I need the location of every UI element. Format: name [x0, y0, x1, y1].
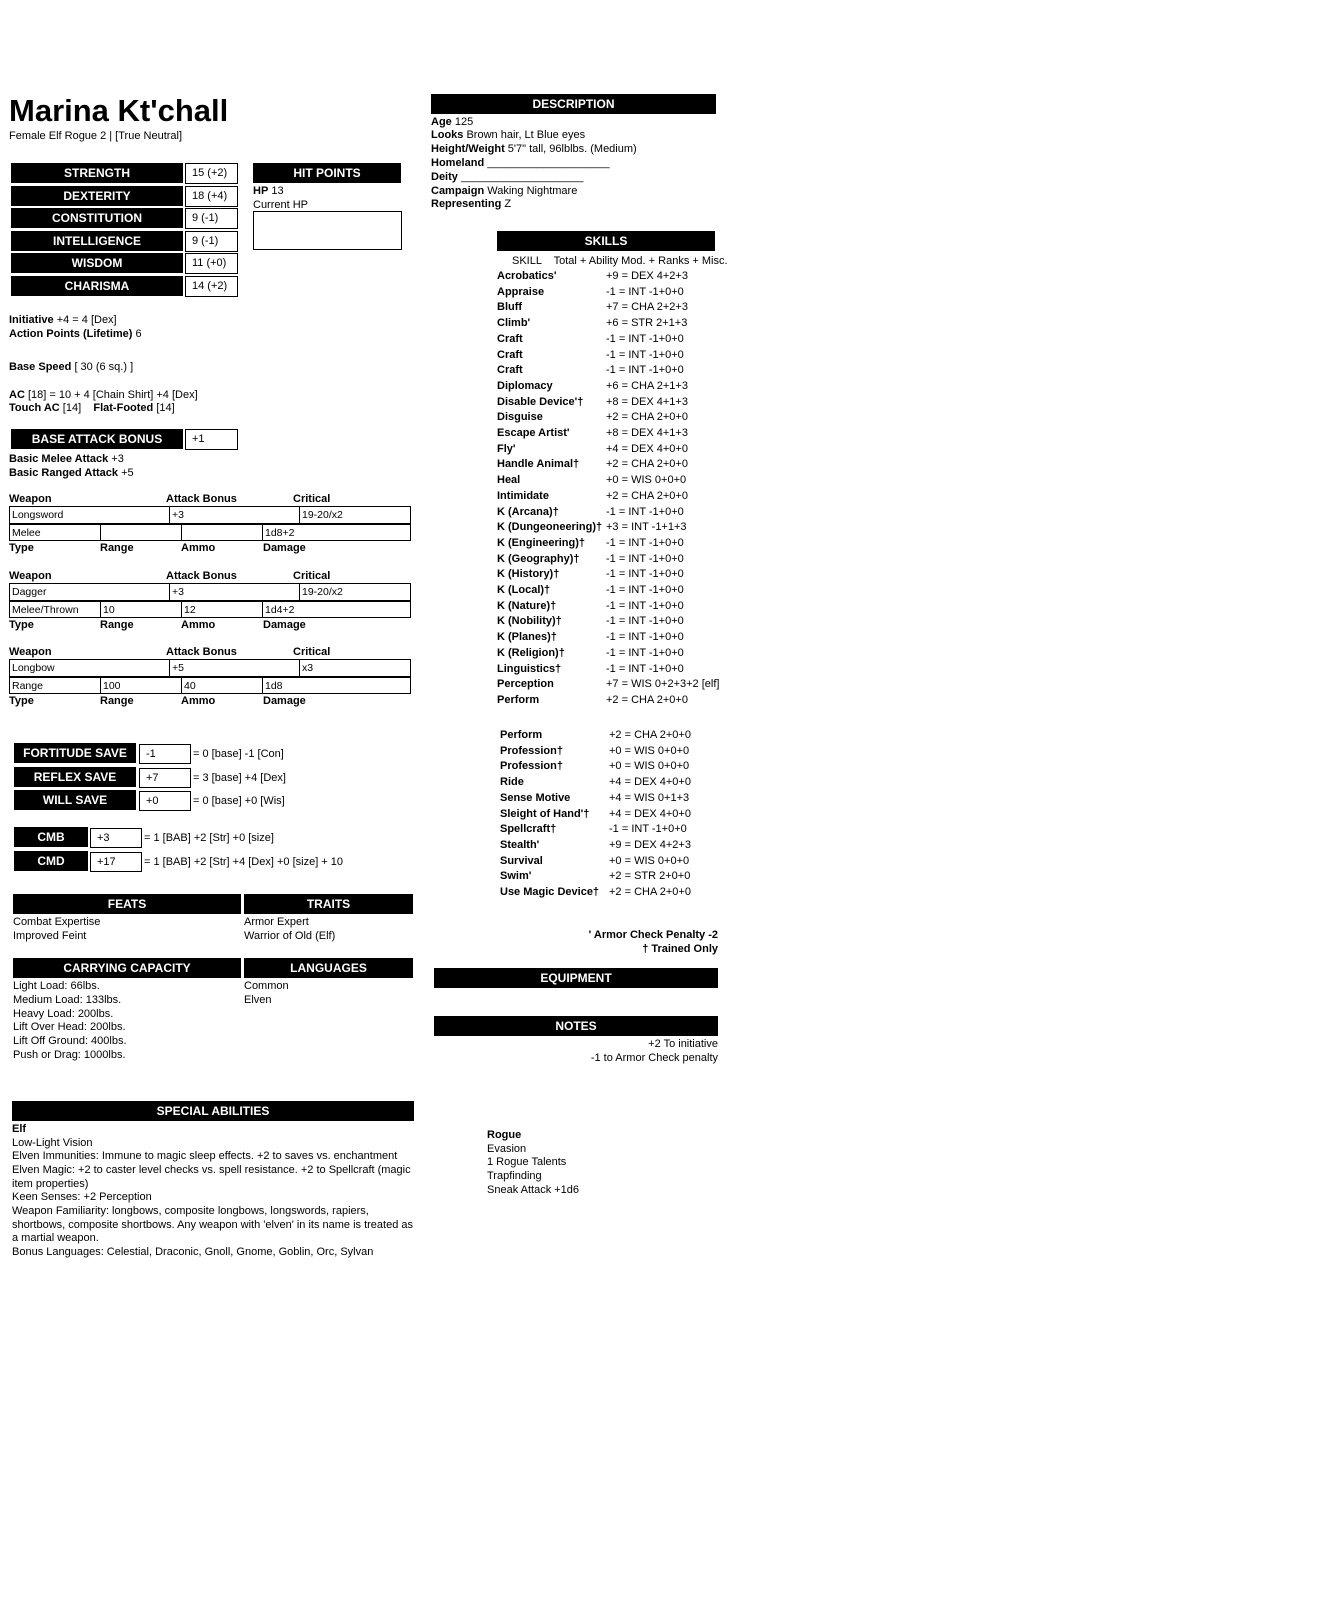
equipment-header: EQUIPMENT: [434, 968, 718, 988]
skill-value: -1 = INT -1+0+0: [606, 536, 684, 549]
special-abilities-header: SPECIAL ABILITIES: [12, 1101, 414, 1121]
skill-name: Handle Animal†: [497, 458, 580, 471]
damage-col-label: Damage: [263, 619, 306, 631]
skill-value: +3 = INT -1+1+3: [606, 521, 687, 534]
initiative-value: +4 = 4 [Dex]: [56, 314, 117, 326]
weapon-range: [100, 524, 182, 541]
ability-label: STRENGTH: [11, 163, 183, 183]
weapon-damage: 1d8+2: [262, 524, 411, 541]
weapon-attack: +5: [169, 659, 300, 677]
deity-label: Deity: [431, 171, 458, 183]
elf-ability-line: Elven Immunities: Immune to magic sleep effects. +2 to saves vs. enchantment: [12, 1150, 398, 1162]
critical-col-label: Critical: [293, 646, 331, 658]
ranged-attack-line: [9, 466, 134, 480]
damage-col-label: Damage: [263, 542, 306, 554]
weapon-attack: +3: [169, 583, 300, 601]
weapon-damage: 1d8: [262, 677, 411, 694]
skill-value: -1 = INT -1+0+0: [606, 568, 684, 581]
flat-footed-value: [14]: [156, 402, 175, 414]
representing-line: [431, 197, 511, 211]
current-hp-box[interactable]: [253, 211, 402, 250]
weapon-ammo: 40: [181, 677, 263, 694]
skill-value: -1 = INT -1+0+0: [606, 662, 684, 675]
ability-label: DEXTERITY: [11, 186, 183, 206]
skill-name: K (Dungeoneering)†: [497, 521, 603, 534]
skill-name: Linguistics†: [497, 662, 562, 675]
age-line: [431, 115, 473, 129]
ability-value: 15 (+2): [185, 163, 238, 184]
deity-line: [431, 170, 583, 184]
hp-label: HP: [253, 185, 269, 197]
cmb-value: +3: [90, 828, 142, 848]
critical-col-label: Critical: [293, 570, 331, 582]
carrying-item: Light Load: 66lbs.: [13, 980, 100, 992]
elf-ability-line: shortbows, composite shortbows. Any weapon with 'elven' in its name is treated as: [12, 1219, 414, 1231]
skill-value: +2 = CHA 2+0+0: [606, 458, 688, 471]
skill-value: +2 = CHA 2+0+0: [609, 886, 691, 898]
weapon-name: Longbow: [9, 659, 170, 677]
skill-value: -1 = INT -1+0+0: [606, 552, 684, 565]
skill-value: -1 = INT -1+0+0: [606, 631, 684, 644]
skill-value: +6 = CHA 2+1+3: [606, 379, 688, 392]
skill-name: K (Nature)†: [497, 599, 557, 612]
will-save-formula: = 0 [base] +0 [Wis]: [193, 795, 285, 807]
rogue-ability-line: Evasion: [487, 1143, 527, 1155]
skill-value: +2 = STR 2+0+0: [609, 870, 691, 883]
melee-attack-line: [9, 452, 124, 466]
bab-header: BASE ATTACK BONUS: [11, 429, 183, 449]
skill-name: Heal: [497, 474, 521, 487]
representing-label: Representing: [431, 198, 502, 210]
skill-name: Ride: [500, 776, 524, 789]
skill-value: +2 = CHA 2+0+0: [606, 411, 688, 424]
languages-header: LANGUAGES: [244, 958, 413, 978]
weapon-ammo: 12: [181, 601, 263, 618]
character-name: Marina Kt'chall: [9, 93, 229, 128]
range-col-label: Range: [100, 542, 134, 554]
skill-value: +2 = CHA 2+0+0: [609, 729, 691, 741]
hp-value: 13: [271, 185, 284, 197]
skill-value: -1 = INT -1+0+0: [606, 584, 684, 596]
cmd-label: CMD: [14, 851, 88, 871]
elf-ability-line: Bonus Languages: Celestial, Draconic, Gnoll, Gnome, Goblin, Orc, Sylvan: [12, 1246, 374, 1258]
cmd-formula: = 1 [BAB] +2 [Str] +4 [Dex] +0 [size] + 10: [144, 856, 344, 868]
skill-name: K (History)†: [497, 568, 560, 581]
skill-value: +7 = CHA 2+2+3: [606, 301, 688, 314]
age-value: 125: [454, 116, 474, 128]
reflex-save-value: +7: [139, 768, 191, 788]
action-points-line: [9, 327, 142, 341]
attack-col-label: Attack Bonus: [166, 493, 237, 505]
weapon-critical: 19-20/x2: [299, 583, 411, 601]
skill-value: -1 = INT -1+0+0: [609, 823, 687, 836]
skill-value: +0 = WIS 0+0+0: [609, 854, 690, 867]
skill-name: K (Planes)†: [497, 631, 557, 644]
homeland-line: [431, 156, 610, 170]
cmb-label: CMB: [14, 827, 88, 847]
looks-value: Brown hair, Lt Blue eyes: [466, 129, 586, 141]
skill-name: Climb': [497, 317, 531, 330]
elf-ability-line: Weapon Familiarity: longbows, composite longbows, longswords, rapiers,: [12, 1205, 369, 1217]
armor-check-note: ' Armor Check Penalty -2: [588, 929, 718, 941]
weapon-ammo: [181, 524, 263, 541]
looks-line: [431, 128, 585, 142]
will-save-value: +0: [139, 791, 191, 811]
skill-name: Swim': [500, 870, 532, 883]
base-speed-value: [ 30 (6 sq.) ]: [74, 361, 134, 373]
skill-name: Disable Device'†: [497, 395, 584, 408]
feat-item: Combat Expertise: [13, 916, 101, 928]
type-col-label: Type: [9, 619, 34, 631]
feat-item: Improved Feint: [13, 930, 87, 942]
hp-line: [253, 184, 284, 198]
elf-ability-line: Elven Magic: +2 to caster level checks vs. spell resistance. +2 to Spellcraft (magic: [12, 1164, 411, 1176]
skill-value: +2 = CHA 2+0+0: [606, 489, 688, 502]
campaign-value: Waking Nightmare: [487, 185, 578, 197]
type-col-label: Type: [9, 542, 34, 554]
skill-value: +8 = DEX 4+1+3: [606, 395, 688, 408]
skill-name: Disguise: [497, 411, 543, 424]
campaign-label: Campaign: [431, 185, 485, 197]
weapon-attack: +3: [169, 506, 300, 524]
base-speed-label: Base Speed: [9, 361, 72, 373]
skill-value: -1 = INT -1+0+0: [606, 599, 684, 612]
range-col-label: Range: [100, 619, 134, 631]
representing-value: Z: [504, 198, 512, 210]
skill-name: Perform: [497, 693, 540, 706]
ranged-attack-label: Basic Ranged Attack: [9, 467, 119, 479]
character-subtitle: Female Elf Rogue 2 | [True Neutral]: [9, 130, 183, 142]
action-points-label: Action Points (Lifetime): [9, 328, 133, 340]
carrying-item: Heavy Load: 200lbs.: [13, 1008, 114, 1020]
reflex-save-label: REFLEX SAVE: [14, 767, 136, 787]
skill-name: Use Magic Device†: [500, 886, 600, 898]
ammo-col-label: Ammo: [181, 619, 216, 631]
flat-footed-label: Flat-Footed: [93, 402, 154, 414]
note-line: -1 to Armor Check penalty: [590, 1052, 718, 1064]
skill-name: Fly': [497, 442, 516, 455]
weapon-col-label: Weapon: [9, 493, 52, 505]
skill-value: -1 = INT -1+0+0: [606, 285, 684, 298]
skill-value: +0 = WIS 0+0+0: [606, 474, 687, 487]
description-header: DESCRIPTION: [431, 94, 716, 114]
note-line: +2 To initiative: [648, 1038, 718, 1050]
ability-label: INTELLIGENCE: [11, 231, 183, 251]
ammo-col-label: Ammo: [181, 542, 216, 554]
skill-name: Acrobatics': [497, 270, 557, 282]
elf-title: Elf: [12, 1123, 27, 1135]
weapon-range: 10: [100, 601, 182, 618]
skill-value: +0 = WIS 0+0+0: [609, 760, 690, 773]
skill-name: Craft: [497, 364, 523, 377]
trait-item: Armor Expert: [244, 916, 309, 928]
touch-ac-line: [9, 401, 175, 415]
skill-value: +7 = WIS 0+2+3+2 [elf]: [606, 678, 720, 691]
ability-value: 9 (-1): [185, 231, 238, 252]
skill-value: +4 = DEX 4+0+0: [606, 442, 688, 455]
ability-label: CONSTITUTION: [11, 208, 183, 228]
weapon-type: Melee/Thrown: [9, 601, 101, 618]
skill-value: -1 = INT -1+0+0: [606, 646, 684, 659]
skill-value: +0 = WIS 0+0+0: [609, 744, 690, 757]
action-points-value: 6: [135, 328, 142, 340]
height-weight-line: [431, 142, 637, 156]
elf-ability-line: a martial weapon.: [12, 1232, 99, 1244]
feats-header: FEATS: [13, 894, 241, 914]
ranged-attack-value: +5: [121, 467, 134, 479]
skill-name: Sense Motive: [500, 791, 571, 804]
weapon-range: 100: [100, 677, 182, 694]
skill-name: Craft: [497, 332, 523, 345]
hit-points-header: HIT POINTS: [253, 163, 401, 183]
skill-name: Survival: [500, 854, 543, 867]
skill-name: K (Arcana)†: [497, 505, 559, 518]
skill-value: -1 = INT -1+0+0: [606, 615, 684, 628]
melee-attack-label: Basic Melee Attack: [9, 453, 109, 465]
weapon-type: Range: [9, 677, 101, 694]
ability-label: WISDOM: [11, 253, 183, 273]
skill-name: K (Local)†: [497, 584, 551, 596]
cmd-value: +17: [90, 852, 142, 872]
damage-col-label: Damage: [263, 695, 306, 707]
weapon-critical: 19-20/x2: [299, 506, 411, 524]
ammo-col-label: Ammo: [181, 695, 216, 707]
skill-value: +6 = STR 2+1+3: [606, 317, 688, 330]
skill-name: Sleight of Hand'†: [500, 807, 590, 820]
deity-value: ____________________: [460, 171, 584, 183]
notes-header: NOTES: [434, 1016, 718, 1036]
base-speed-line: [9, 360, 133, 374]
rogue-ability-line: Sneak Attack +1d6: [487, 1184, 580, 1196]
carrying-capacity-header: CARRYING CAPACITY: [13, 958, 241, 978]
skill-value: -1 = INT -1+0+0: [606, 332, 684, 345]
elf-ability-line: item properties): [12, 1178, 89, 1190]
skill-name: Stealth': [500, 838, 540, 851]
elf-ability-line: Keen Senses: +2 Perception: [12, 1191, 152, 1203]
attack-col-label: Attack Bonus: [166, 646, 237, 658]
type-col-label: Type: [9, 695, 34, 707]
skill-value: +2 = CHA 2+0+0: [606, 693, 688, 706]
skill-value: +4 = DEX 4+0+0: [609, 776, 691, 789]
weapon-col-label: Weapon: [9, 646, 52, 658]
language-item: Common: [244, 980, 289, 992]
skill-name: K (Nobility)†: [497, 615, 562, 628]
ability-value: 14 (+2): [185, 276, 238, 297]
weapon-damage: 1d4+2: [262, 601, 411, 618]
age-label: Age: [431, 116, 452, 128]
looks-label: Looks: [431, 129, 464, 141]
language-item: Elven: [244, 994, 272, 1006]
critical-col-label: Critical: [293, 493, 331, 505]
skill-value: -1 = INT -1+0+0: [606, 505, 684, 518]
skill-value: +8 = DEX 4+1+3: [606, 427, 688, 439]
skill-value: +4 = DEX 4+0+0: [609, 807, 691, 820]
melee-attack-value: +3: [111, 453, 124, 465]
height-weight-label: Height/Weight: [431, 143, 505, 155]
skill-name: Spellcraft†: [500, 823, 557, 836]
ability-value: 9 (-1): [185, 208, 238, 229]
reflex-save-formula: = 3 [base] +4 [Dex]: [193, 772, 286, 784]
ability-value: 11 (+0): [185, 253, 238, 274]
bab-value: +1: [185, 429, 238, 450]
trait-item: Warrior of Old (Elf): [244, 930, 336, 942]
weapon-critical: x3: [299, 659, 411, 677]
fortitude-save-value: -1: [139, 744, 191, 764]
attack-col-label: Attack Bonus: [166, 570, 237, 582]
skill-value: +4 = WIS 0+1+3: [609, 791, 690, 804]
homeland-label: Homeland: [431, 157, 485, 169]
ac-line: [9, 388, 198, 402]
carrying-item: Medium Load: 133lbs.: [13, 994, 122, 1006]
skills-header: SKILLS: [497, 231, 715, 251]
skill-value: +9 = DEX 4+2+3: [606, 270, 688, 282]
skill-name: Profession†: [500, 760, 563, 773]
rogue-title: Rogue: [487, 1129, 522, 1141]
fortitude-save-formula: = 0 [base] -1 [Con]: [193, 748, 284, 760]
carrying-item: Push or Drag: 1000lbs.: [13, 1049, 126, 1061]
campaign-line: [431, 184, 577, 198]
skill-name: Escape Artist': [497, 427, 570, 439]
ability-label: CHARISMA: [11, 276, 183, 296]
cmb-formula: = 1 [BAB] +2 [Str] +0 [size]: [144, 832, 274, 844]
weapon-type: Melee: [9, 524, 101, 541]
elf-ability-line: Low-Light Vision: [12, 1137, 93, 1149]
fortitude-save-label: FORTITUDE SAVE: [14, 743, 136, 763]
initiative-label: Initiative: [9, 314, 54, 326]
skills-subheader: SKILL Total + Ability Mod. + Ranks + Misc.: [512, 255, 728, 267]
skill-name: Craft: [497, 348, 523, 361]
weapon-col-label: Weapon: [9, 570, 52, 582]
initiative-line: [9, 313, 117, 327]
skill-name: K (Geography)†: [497, 552, 580, 565]
height-weight-value: 5'7" tall, 96lblbs. (Medium): [507, 143, 637, 155]
skill-name: Intimidate: [497, 489, 549, 502]
skill-name: Perform: [500, 729, 543, 741]
skill-name: Perception: [497, 678, 554, 691]
weapon-name: Dagger: [9, 583, 170, 601]
skill-name: Appraise: [497, 285, 545, 298]
ability-value: 18 (+4): [185, 186, 238, 207]
weapon-name: Longsword: [9, 506, 170, 524]
skill-name: K (Religion)†: [497, 646, 565, 659]
rogue-ability-line: Trapfinding: [487, 1170, 542, 1182]
touch-ac-label: Touch AC: [9, 402, 60, 414]
ac-label: AC: [9, 389, 25, 401]
skill-name: Diplomacy: [497, 379, 553, 392]
trained-only-note: † Trained Only: [642, 943, 718, 955]
touch-ac-value: [14]: [62, 402, 82, 414]
will-save-label: WILL SAVE: [14, 790, 136, 810]
ac-value: [18] = 10 + 4 [Chain Shirt] +4 [Dex]: [27, 389, 198, 401]
skill-name: Bluff: [497, 301, 523, 314]
current-hp-label: Current HP: [253, 199, 309, 211]
skill-name: K (Engineering)†: [497, 536, 586, 549]
traits-header: TRAITS: [244, 894, 413, 914]
skill-value: +9 = DEX 4+2+3: [609, 838, 691, 851]
homeland-value: ____________________: [487, 157, 610, 169]
range-col-label: Range: [100, 695, 134, 707]
carrying-item: Lift Over Head: 200lbs.: [13, 1021, 126, 1033]
skill-value: -1 = INT -1+0+0: [606, 364, 684, 377]
carrying-item: Lift Off Ground: 400lbs.: [13, 1035, 127, 1047]
skill-name: Profession†: [500, 744, 563, 757]
rogue-ability-line: 1 Rogue Talents: [487, 1156, 567, 1168]
skill-value: -1 = INT -1+0+0: [606, 348, 684, 361]
